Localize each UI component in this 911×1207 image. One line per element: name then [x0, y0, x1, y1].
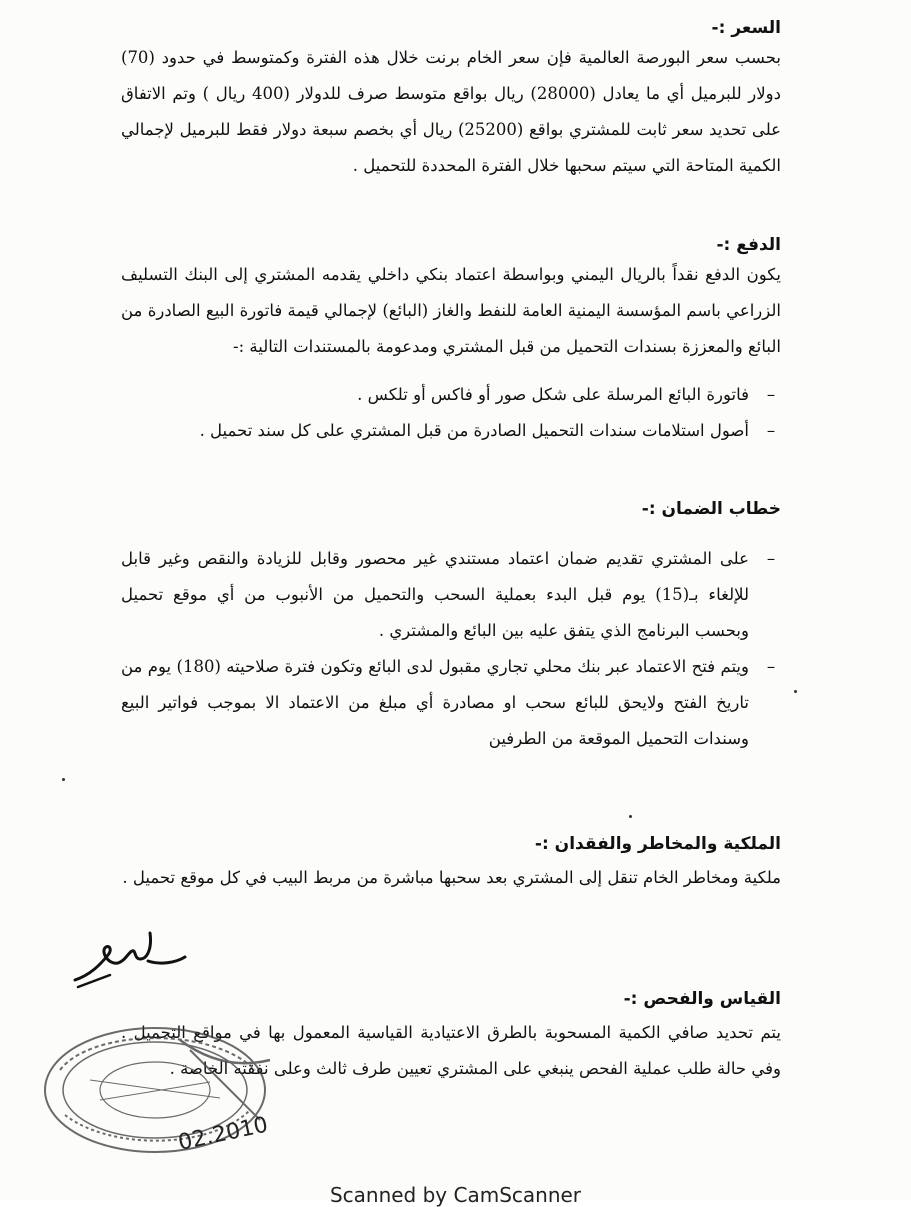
section-heading-ownership: الملكية والمخاطر والفقدان :-: [534, 834, 781, 854]
dash-bullet-icon: –: [766, 549, 776, 568]
dash-bullet-icon: –: [766, 657, 776, 676]
list-item: [121, 541, 781, 649]
list-item-text: ويتم فتح الاعتماد عبر بنك محلي تجاري مقبول لدى البائع وتكون فترة صلاحيته (180) يوم من تاريخ الفتح ولايحق للبائع سحب او مصادرة أي مبلغ من الاعتماد الا بموجب فواتير البيع وسندات التحميل الموقعة من الطرفين: [121, 657, 749, 748]
section-guarantee: [121, 497, 781, 757]
stamp-date-text: 02.2010: [176, 1112, 271, 1156]
guarantee-list: [121, 541, 781, 757]
scan-speck: [629, 815, 632, 818]
section-payment: [121, 233, 781, 449]
list-item-text: أصول استلامات سندات التحميل الصادرة من قبل المشتري على كل سند تحميل .: [199, 421, 749, 440]
paragraph-price: بحسب سعر البورصة العالمية فإن سعر الخام برنت خلال هذه الفترة وكمتوسط في حدود (70) دولار للبرميل أي ما يعادل (28000) ريال بواقع متوسط صرف للدولار (400 ريال ) وتم الاتفاق على تحديد سعر ثابت للمشتري بواقع (25200) ريال أي بخصم سبعة دولار فقط للبرميل لإجمالي الكمية المتاحة التي سيتم سحبها خلال الفترة المحددة للتحميل .: [121, 48, 781, 175]
list-item-text: فاتورة البائع المرسلة على شكل صور أو فاكس أو تلكس .: [357, 385, 749, 404]
paragraph-ownership: ملكية ومخاطر الخام تنقل إلى المشتري بعد سحبها مباشرة من مربط البيب في كل موقع تحميل .: [122, 868, 781, 887]
scan-speck: [794, 690, 797, 693]
official-stamp: [30, 1010, 300, 1170]
handwritten-signature: [70, 925, 190, 995]
section-heading-price: السعر :-: [711, 18, 781, 38]
list-item-text: على المشتري تقديم ضمان اعتماد مستندي غير محصور وقابل للزيادة والنقص وغير قابل للإلغاء بـ(15) يوم قبل البدء بعملية السحب والتحميل من الأنبوب من أي موقع تحميل وبحسب البرنامج الذي يتفق عليه بين البائع والمشتري .: [121, 549, 749, 640]
section-price: [121, 16, 781, 184]
section-ownership: [121, 832, 781, 896]
section-heading-payment: الدفع :-: [716, 235, 781, 255]
paragraph-payment: يكون الدفع نقداً بالريال اليمني وبواسطة اعتماد بنكي داخلي يقدمه المشتري إلى البنك التسليف الزراعي باسم المؤسسة اليمنية العامة للنفط والغاز (البائع) لإجمالي قيمة فاتورة البيع الصادرة من البائع والمعززة بسندات التحميل من قبل المشتري ومدعومة بالمستندات التالية :-: [121, 265, 781, 356]
dash-bullet-icon: –: [766, 421, 776, 440]
list-item: [121, 377, 781, 413]
section-heading-guarantee: خطاب الضمان :-: [641, 499, 781, 519]
section-heading-measurement: القياس والفحص :-: [623, 989, 781, 1009]
paragraph-measurement: يتم تحديد صافي الكمية المسحوبة بالطرق الاعتيادية القياسية المعمول بها في مواقع التحميل . وفي حالة طلب عملية الفحص ينبغي على المشتري تعيين طرف ثالث وعلى نفقته الخاصة .: [121, 1023, 781, 1078]
payment-documents-list: [121, 377, 781, 449]
scanner-footer: Scanned by CamScanner: [329, 1183, 582, 1207]
dash-bullet-icon: –: [766, 385, 776, 404]
scan-speck: [62, 778, 65, 781]
list-item: [121, 413, 781, 449]
list-item: [121, 649, 781, 757]
